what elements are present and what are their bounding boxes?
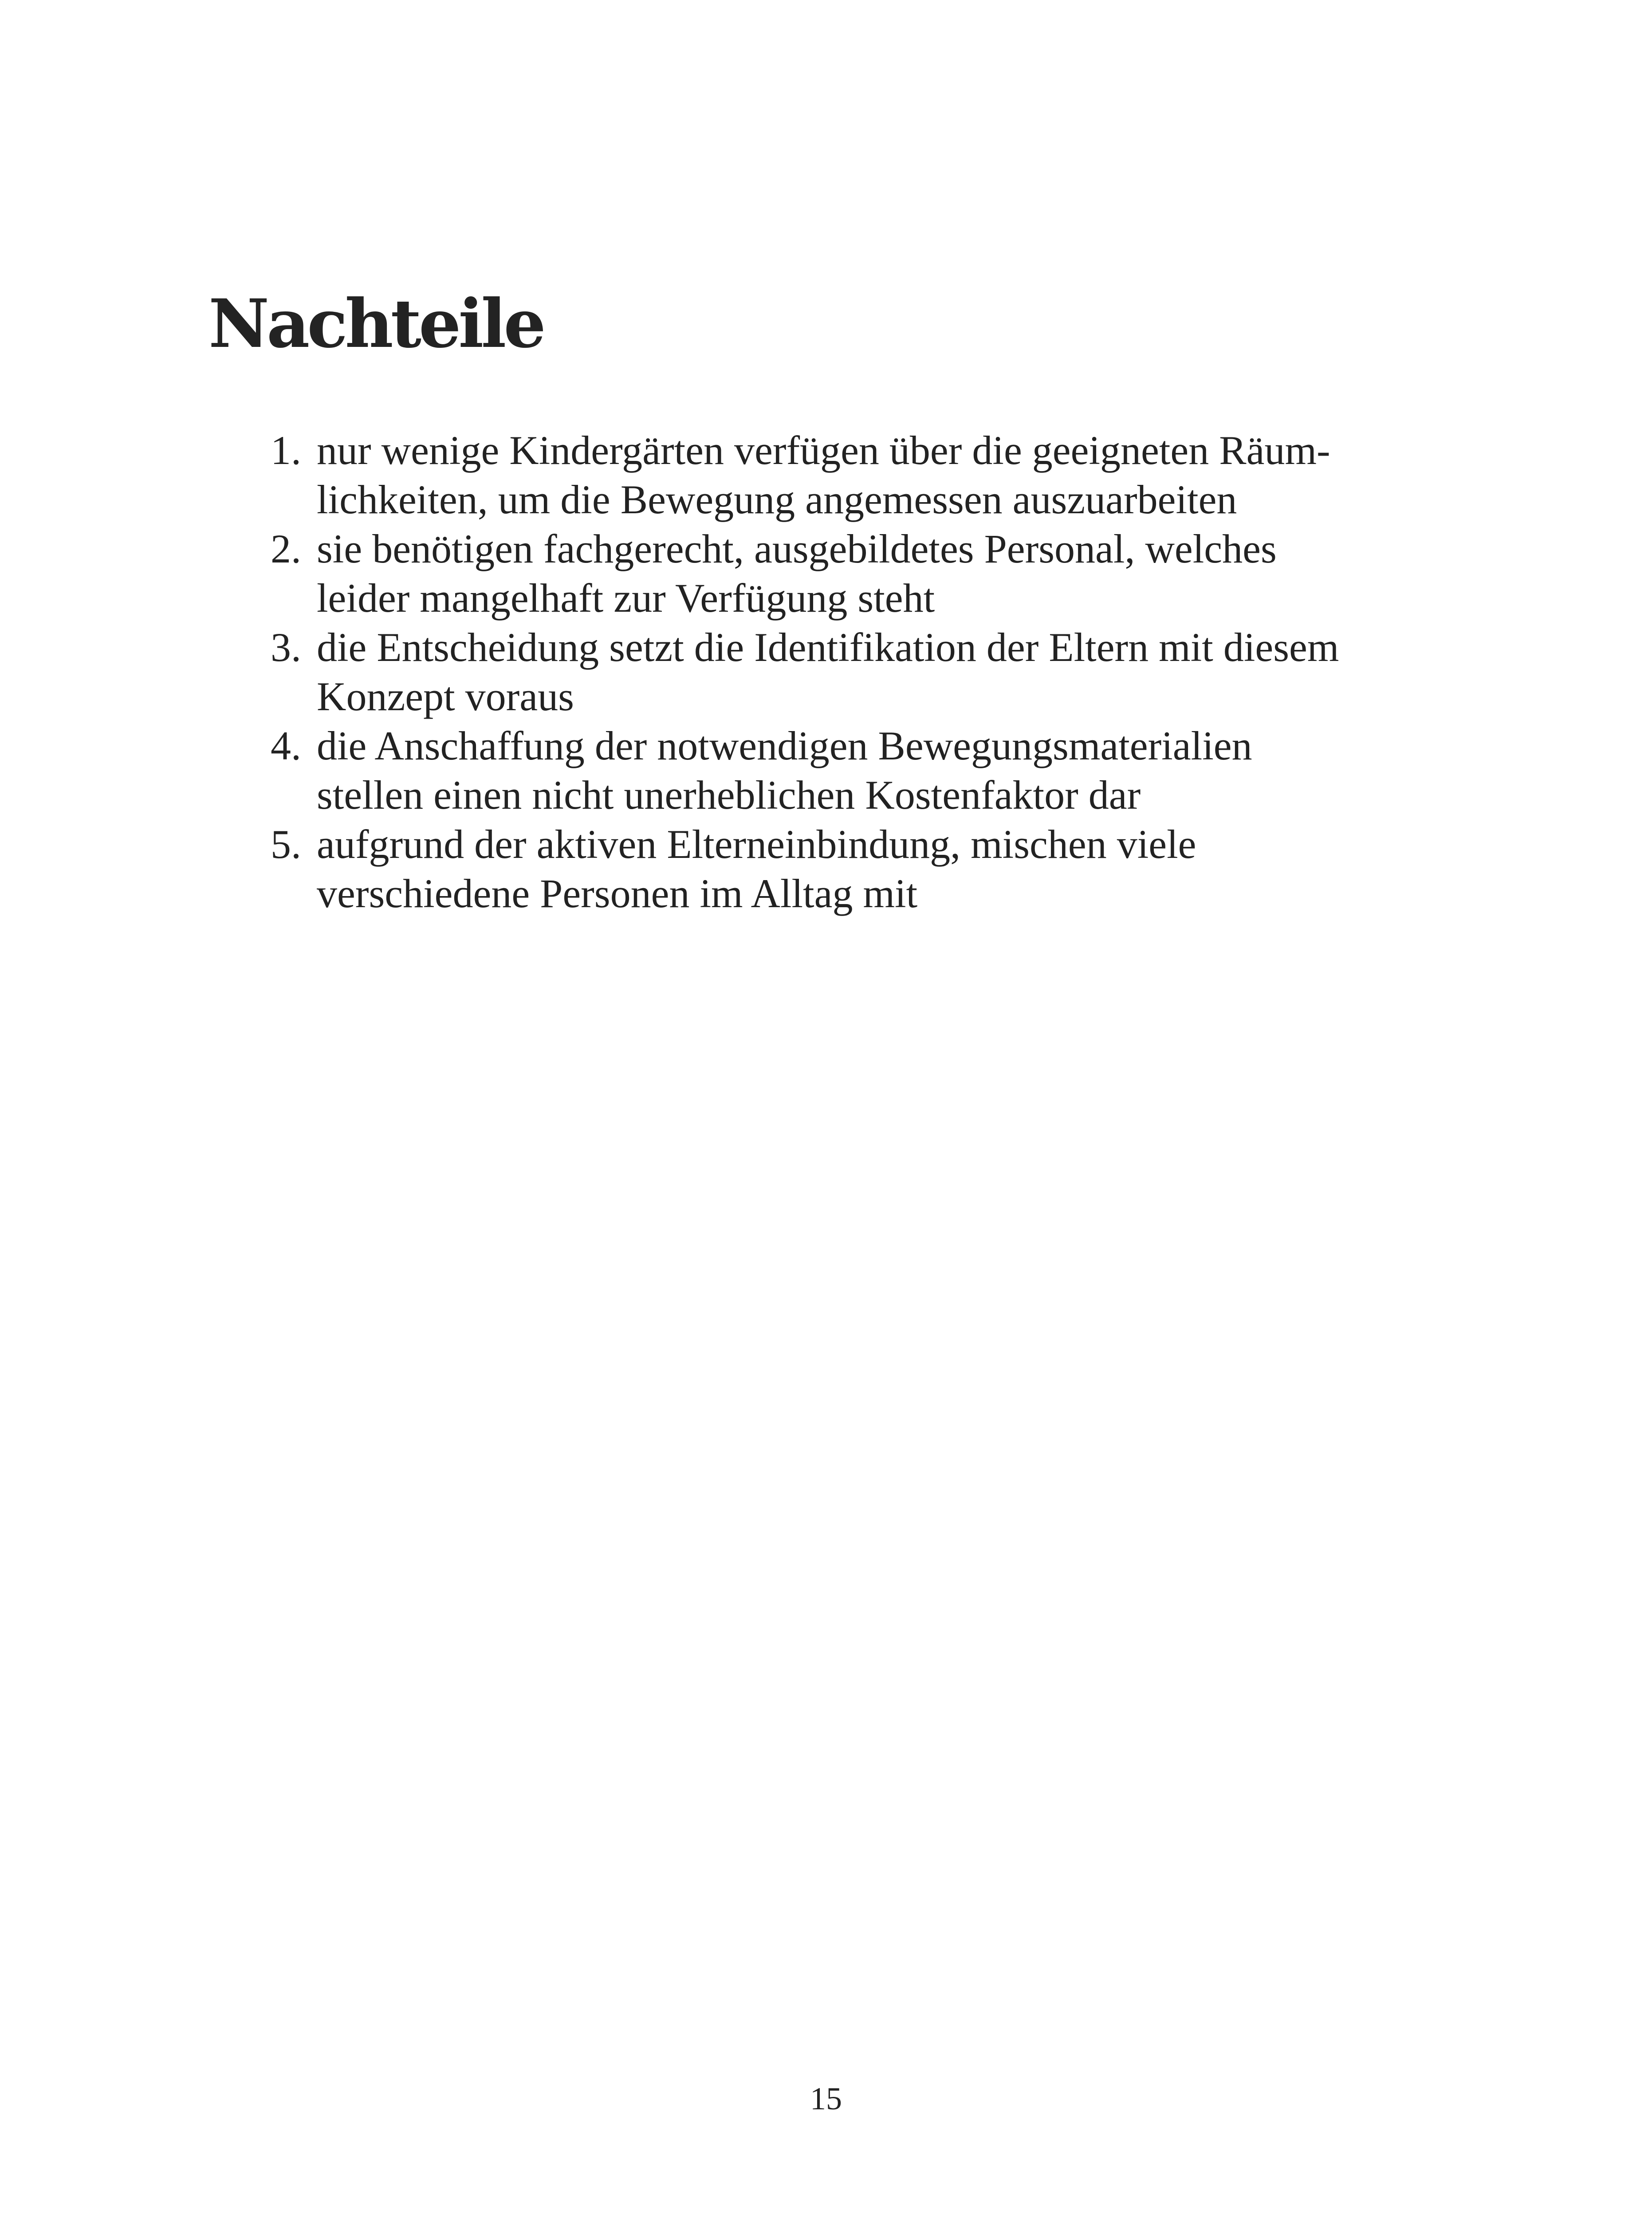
list-item-line: leider mangelhaft zur Verfügung steht (317, 575, 935, 621)
list-item (271, 623, 1468, 721)
list-item-line: die Entscheidung setzt die Identifikation der Eltern mit diesem (317, 625, 1339, 670)
list-item (271, 721, 1468, 820)
list-item-text (317, 524, 1468, 623)
list-item-text (317, 623, 1468, 721)
list-item-line: die Anschaffung der notwendigen Bewegungsmaterialien (317, 723, 1252, 768)
section-heading: Nachteile (208, 285, 543, 363)
list-item-text (317, 721, 1468, 820)
list-item-text (317, 820, 1468, 918)
list-item-text (317, 426, 1468, 524)
list-item (271, 426, 1468, 524)
list-item-number: 4. (271, 723, 301, 768)
list-item-line: nur wenige Kindergärten verfügen über die geeigneten Räum- (317, 428, 1330, 473)
page-number: 15 (810, 2081, 842, 2116)
disadvantages-list (271, 426, 1468, 918)
list-item (271, 524, 1468, 623)
list-item-number: 3. (271, 625, 301, 670)
list-item-line: lichkeiten, um die Bewegung angemessen auszuarbeiten (317, 477, 1237, 522)
list-item-number: 2. (271, 526, 301, 571)
list-item-number: 1. (271, 428, 301, 473)
list-item-line: Konzept voraus (317, 674, 574, 719)
list-item-line: verschiedene Personen im Alltag mit (317, 871, 918, 916)
list-item-line: sie benötigen fachgerecht, ausgebildetes Personal, welches (317, 526, 1277, 571)
list-item-line: aufgrund der aktiven Elterneinbindung, mischen viele (317, 822, 1196, 867)
list-item (271, 820, 1468, 918)
list-item-number: 5. (271, 822, 301, 867)
list-item-line: stellen einen nicht unerheblichen Kostenfaktor dar (317, 772, 1141, 818)
